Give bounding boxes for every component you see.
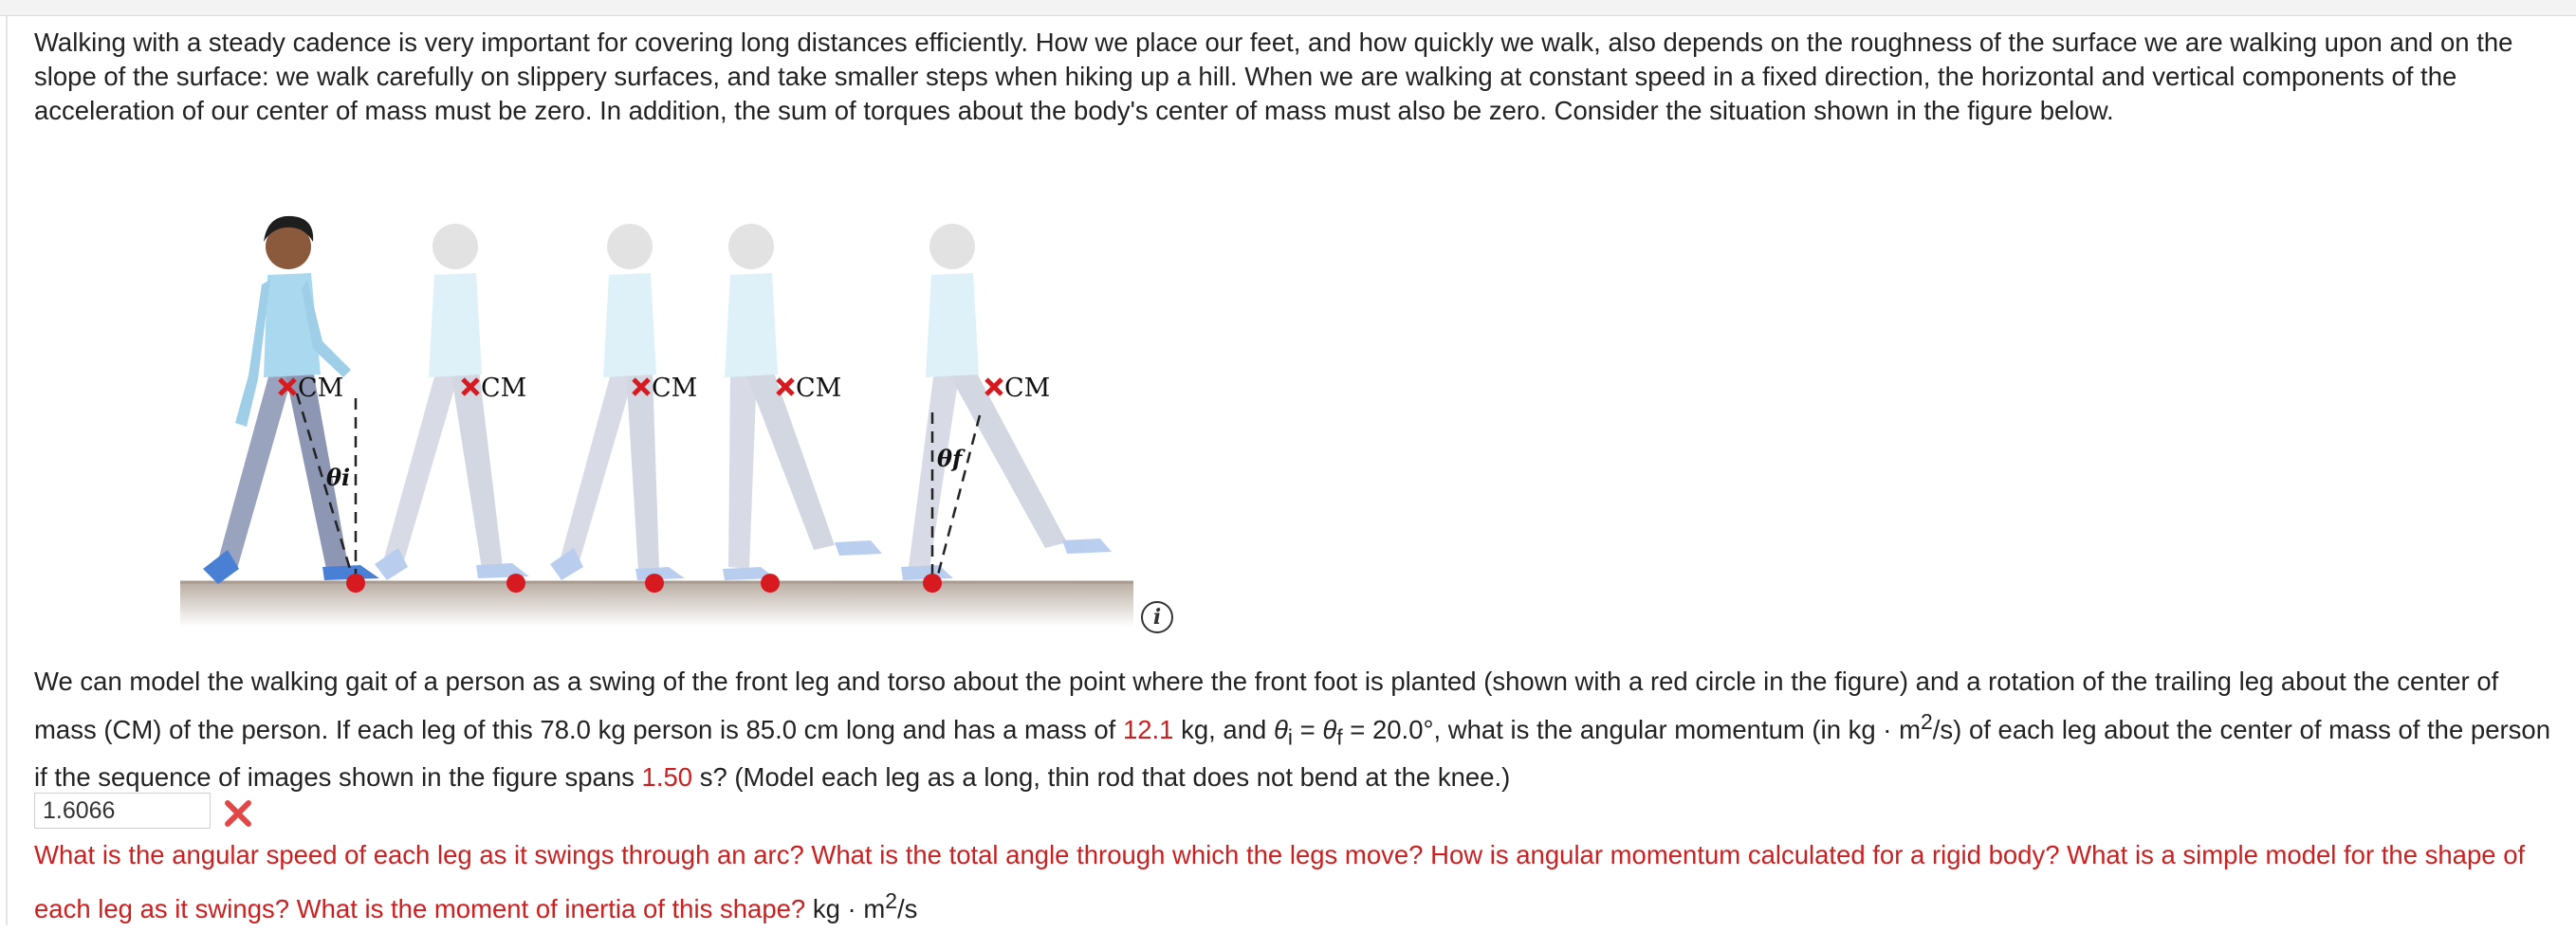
left-border: [6, 15, 8, 925]
pivot-dot-1: [346, 574, 365, 593]
cm-marker-5: [986, 374, 1050, 403]
pivot-dot-2: [506, 574, 525, 593]
intro-paragraph: Walking with a steady cadence is very important for covering long distances efficiently. How we place our feet, and how quickly we walk, also depends on the roughness of the surface we are walking upon and on the slope of the surface: we walk carefully on slippery surfaces, and take smaller steps when hiking up a hill. When we are walking at constant speed in a fixed direction, the horizontal and vertical components of the acceleration of our center of mass must be zero. In addition, the sum of torques about the body's center of mass must also be zero. Consider the situation shown in the figure below.: [34, 27, 2513, 125]
walking-figure: [180, 190, 1186, 640]
theta-i-label: θi: [326, 464, 351, 491]
top-bar: [0, 0, 2576, 16]
wrong-x-icon: [222, 797, 254, 830]
pivot-dot-4: [761, 574, 780, 593]
leg-mass-value: 12.1: [1122, 715, 1174, 745]
svg-text:CM: CM: [298, 374, 344, 403]
pivot-dot-3: [645, 574, 664, 593]
cm-marker-4: [778, 374, 841, 403]
pivot-dot-5: [923, 574, 942, 593]
svg-text:CM: CM: [481, 374, 527, 403]
svg-text:CM: CM: [796, 374, 842, 403]
svg-text:CM: CM: [1004, 374, 1051, 403]
theta-f-label: θf: [937, 445, 963, 472]
svg-text:CM: CM: [652, 374, 698, 403]
walker-figure-1: [203, 216, 379, 584]
info-icon[interactable]: i: [1141, 601, 1173, 633]
answer-input[interactable]: [34, 793, 211, 829]
answer-unit: kg · $m^2/s$: [812, 888, 918, 924]
question-paragraph: We can model the walking gait of a person as a swing of the front leg and torso about the point where the front foot is planted (shown with a red circle in the figure) and a rotation of the trailing leg about the center of mass (CM) of the person. If each leg of this 78.0 kg person is 85.0 cm long and has a mass of 12.1 kg, and $\theta_i = \theta_f = 20.0^\circ$, what is the angular momentum (in kg · $m^2/s$) of each leg about the center of mass of the person if the sequence of images shown in the figure spans 1.50 s? (Model each leg as a long, thin rod that does not bend at the knee.): [34, 667, 2550, 792]
time-span-value: 1.50: [641, 761, 693, 792]
feedback-hint: What is the angular speed of each leg as it swings through an arc? What is the total angle through which the legs move? How is angular momentum calculated for a rigid body? What is a simple model for the shape of each leg as it swings? What is the moment of inertia of this shape? kg · $m^2/s$: [34, 840, 2526, 924]
